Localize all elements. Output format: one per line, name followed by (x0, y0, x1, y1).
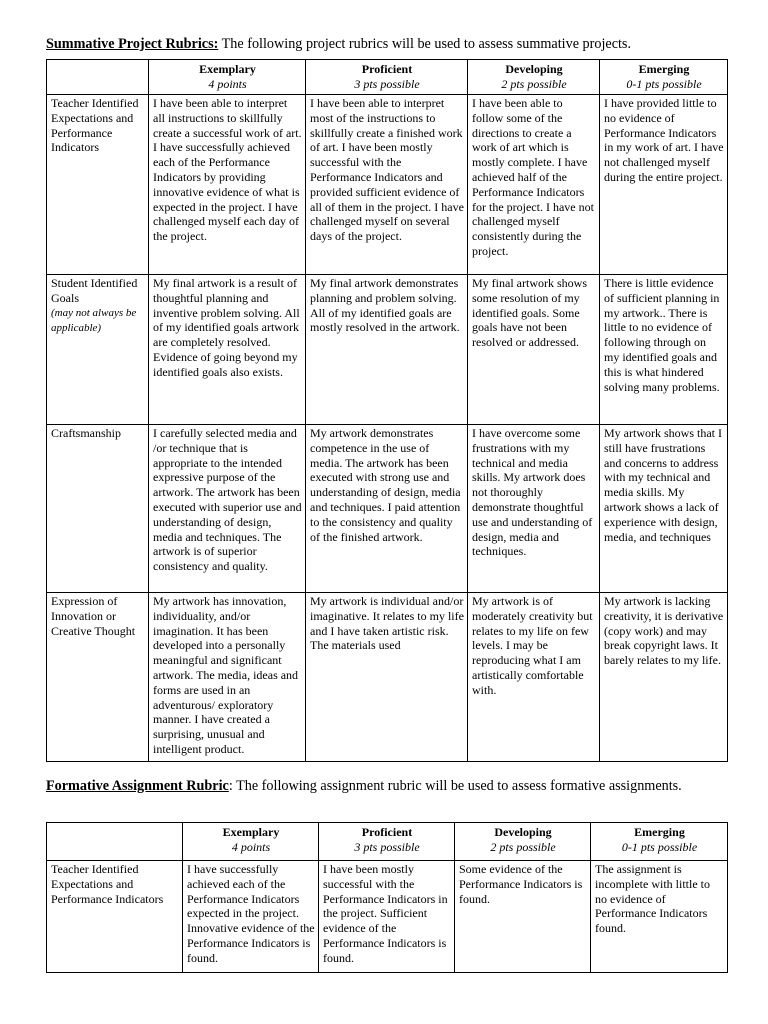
rubric-cell: I have been mostly successful with the Performance Indicators in the project. Sufficient evidence of the Performance Indicators is found. (319, 861, 455, 973)
level-label: Developing (505, 62, 563, 76)
summative-title: Summative Project Rubrics: (46, 36, 219, 52)
rubric-cell: My artwork has innovation, individuality, and/or imagination. It has been developed into a personally meaningful and significant artwork. The media, ideas and forms are used in an adventurous/ exploratory manner. I have created a surprising, unusual and intelligent product. (149, 593, 306, 762)
rubric-cell: I have successfully achieved each of the Performance Indicators expected in the project. Innovative evidence of the Performance Indicators is found. (183, 861, 319, 973)
rubric-cell: My artwork shows that I still have frustrations and concerns to address with my technical and media skills. My artwork shows a lack of experience with design, media, and techniques (600, 425, 728, 593)
summative-header-row (47, 60, 728, 95)
formative-rubric-table (46, 822, 728, 973)
points-label: 3 pts possible (354, 839, 420, 854)
points-label: 0-1 pts possible (621, 839, 698, 854)
level-label: Exemplary (222, 825, 280, 839)
header-proficient (319, 823, 455, 861)
level-label: Proficient (361, 825, 413, 839)
header-developing (468, 60, 600, 95)
table-row (47, 861, 728, 973)
rubric-cell: My artwork is lacking creativity, it is derivative (copy work) and may break copyright laws. It barely relates to my life. (600, 593, 728, 762)
points-label: 3 pts possible (354, 76, 420, 91)
header-developing (455, 823, 591, 861)
points-label: 2 pts possible (501, 76, 567, 91)
points-label: 4 points (208, 76, 247, 91)
criterion-cell: Craftsmanship (47, 425, 149, 593)
rubric-cell: There is little evidence of sufficient planning in my artwork.. There is little to no evidence of following through on my identified goals and this is what hindered solving many problems. (600, 275, 728, 425)
table-row (47, 593, 728, 762)
rubric-cell: My final artwork demonstrates planning and problem solving. All of my identified goals are mostly resolved in the artwork. (306, 275, 468, 425)
rubric-cell: The assignment is incomplete with little to no evidence of Performance Indicators found. (591, 861, 728, 973)
rubric-cell: My final artwork shows some resolution of my identified goals. Some goals have not been resolved or addressed. (468, 275, 600, 425)
level-label: Emerging (634, 825, 685, 839)
header-emerging (591, 823, 728, 861)
rubric-cell: I have been able to interpret all instructions to skillfully create a successful work of art. I have successfully achieved each of the Performance Indicators by providing innovative evidence of what is expected in the project. I have challenged myself each day of the project. (149, 95, 306, 275)
rubric-cell: My artwork is of moderately creativity but relates to my life on few levels. I may be reproducing what I am artistically comfortable with. (468, 593, 600, 762)
formative-title: Formative Assignment Rubric (46, 778, 229, 794)
level-label: Proficient (361, 62, 413, 76)
points-label: 2 pts possible (490, 839, 556, 854)
header-exemplary (183, 823, 319, 861)
criterion-label: Student Identified Goals (51, 276, 138, 305)
criterion-cell: Expression of Innovation or Creative Thought (47, 593, 149, 762)
rubric-cell: My final artwork is a result of thoughtful planning and inventive problem solving. All of my identified goals artwork are completely resolved. Evidence of going beyond my identified goals also exists. (149, 275, 306, 425)
rubric-cell: My artwork demonstrates competence in the use of media. The artwork has been executed with strong use and understanding of design, media and techniques. I paid attention to the consistency and quality of the finished artwork. (306, 425, 468, 593)
criterion-cell: Teacher Identified Expectations and Performance Indicators (47, 861, 183, 973)
summative-heading (46, 36, 726, 53)
rubric-cell: Some evidence of the Performance Indicators is found. (455, 861, 591, 973)
summative-intro: The following project rubrics will be used to assess summative projects. (218, 36, 631, 52)
header-exemplary (149, 60, 306, 95)
criteria-header-cell (47, 823, 183, 861)
formative-intro: : The following assignment rubric will be used to assess formative assignments. (228, 778, 682, 794)
summative-rubric-table (46, 59, 728, 762)
criterion-cell (47, 275, 149, 425)
header-proficient (306, 60, 468, 95)
rubric-cell: My artwork is individual and/or imaginative. It relates to my life and I have taken artistic risk. The materials used (306, 593, 468, 762)
table-row (47, 275, 728, 425)
rubric-cell: I have been able to interpret most of the instructions to skillfully create a finished work of art. I have been mostly successful with the Performance Indicators and provided sufficient evidence of all of them in the project. I have challenged myself on several days of the project. (306, 95, 468, 275)
level-label: Exemplary (199, 62, 256, 76)
table-row (47, 95, 728, 275)
rubric-cell: I have provided little to no evidence of Performance Indicators in my work of art. I have not challenged myself during the entire project. (600, 95, 728, 275)
header-emerging (600, 60, 728, 95)
criterion-note: (may not always be applicable) (51, 306, 137, 334)
rubric-cell: I have overcome some frustrations with my technical and media skills. My artwork does not thoroughly demonstrate thoughtful use and understanding of design, media and techniques. (468, 425, 600, 593)
points-label: 0-1 pts possible (626, 76, 702, 91)
rubric-cell: I carefully selected media and /or technique that is appropriate to the intended expressive purpose of the artwork. The artwork has been executed with superior use and understanding of design, media and techniques. The artwork is of superior consistency and quality. (149, 425, 306, 593)
level-label: Emerging (638, 62, 690, 76)
criterion-cell: Teacher Identified Expectations and Performance Indicators (47, 95, 149, 275)
criteria-header-cell (47, 60, 149, 95)
level-label: Developing (494, 825, 552, 839)
rubric-cell: I have been able to follow some of the directions to create a work of art which is mostly complete. I have achieved half of the Performance Indicators for the project. I have not challenged myself consistently during the project. (468, 95, 600, 275)
points-label: 4 points (231, 839, 271, 854)
formative-header-row (47, 823, 728, 861)
formative-heading (46, 778, 726, 795)
table-row (47, 425, 728, 593)
